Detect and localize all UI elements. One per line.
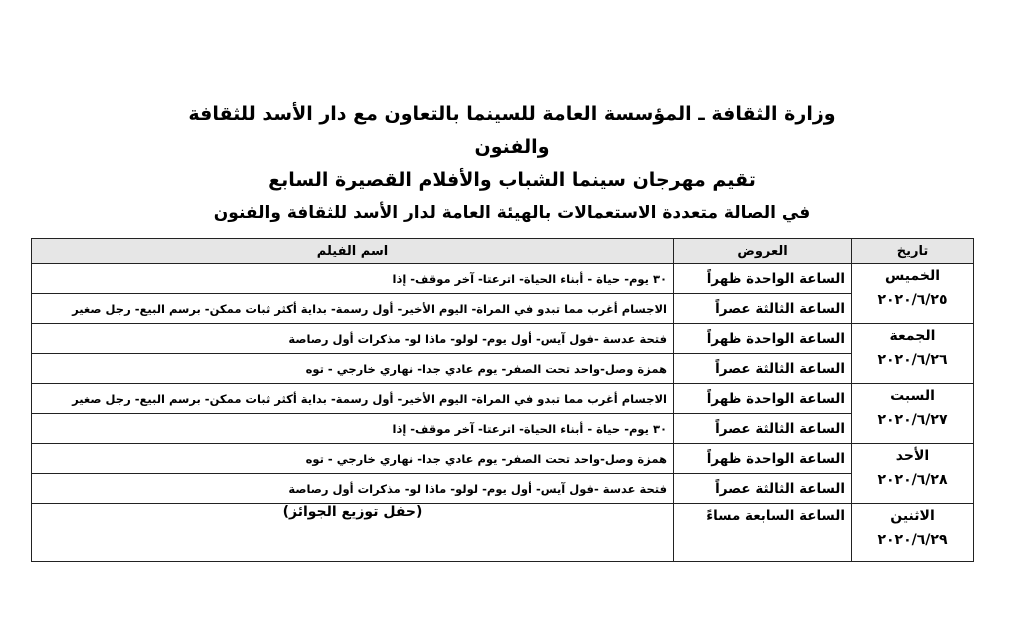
slot-cell: الساعة الواحدة ظهراً xyxy=(674,264,852,294)
slot-cell: الساعة السابعة مساءً xyxy=(674,504,852,562)
table-row xyxy=(32,474,974,504)
header-date: تاريخ xyxy=(852,239,974,264)
day-name: السبت xyxy=(890,388,935,404)
day-date: ٢٠٢٠/٦/٢٥ xyxy=(877,292,948,308)
film-cell: الاجسام أغرب مما تبدو في المراة- اليوم الأخير- أول رسمة- بداية أكثر ثبات ممكن- برسم البيع- رجل صغير xyxy=(32,384,674,414)
film-cell: ٣٠ يوم- حياة - أبناء الحياة- اترعتا- آخر موقف- إذا xyxy=(32,264,674,294)
day-name: الجمعة xyxy=(889,328,936,344)
header-film: اسم الفيلم xyxy=(32,239,674,264)
slot-cell: الساعة الواحدة ظهراً xyxy=(674,384,852,414)
day-cell xyxy=(852,444,974,504)
header-line-2: تقيم مهرجان سينما الشباب والأفلام القصيرة السابع xyxy=(268,169,756,191)
table-row xyxy=(32,504,974,562)
film-cell: فتحة عدسة -فول آيس- أول يوم- لولو- ماذا لو- مذكرات أول رصاصة xyxy=(32,474,674,504)
slot-cell: الساعة الواحدة ظهراً xyxy=(674,444,852,474)
day-cell xyxy=(852,504,974,562)
table-row xyxy=(32,294,974,324)
day-date: ٢٠٢٠/٦/٢٧ xyxy=(877,412,948,428)
day-date: ٢٠٢٠/٦/٢٨ xyxy=(877,472,948,488)
table-row xyxy=(32,264,974,294)
slot-cell: الساعة الثالثة عصراً xyxy=(674,354,852,384)
document-header xyxy=(150,98,874,230)
day-cell xyxy=(852,384,974,444)
slot-cell: الساعة الثالثة عصراً xyxy=(674,294,852,324)
table-row xyxy=(32,354,974,384)
film-cell: ٣٠ يوم- حياة - أبناء الحياة- اترعتا- آخر موقف- إذا xyxy=(32,414,674,444)
day-cell xyxy=(852,264,974,324)
day-date: ٢٠٢٠/٦/٢٩ xyxy=(877,532,948,548)
header-line-3: في الصالة متعددة الاستعمالات بالهيئة العامة لدار الأسد للثقافة والفنون xyxy=(213,203,811,223)
day-name: الاثنين xyxy=(890,508,935,524)
slot-cell: الساعة الواحدة ظهراً xyxy=(674,324,852,354)
table-row xyxy=(32,384,974,414)
table-header-row xyxy=(32,239,974,264)
schedule-table xyxy=(31,238,974,562)
header-line-1: وزارة الثقافة ـ المؤسسة العامة للسينما بالتعاون مع دار الأسد للثقافة والفنون xyxy=(188,103,836,158)
day-date: ٢٠٢٠/٦/٢٦ xyxy=(877,352,948,368)
header-show: العروض xyxy=(674,239,852,264)
table-row xyxy=(32,324,974,354)
day-cell xyxy=(852,324,974,384)
slot-cell: الساعة الثالثة عصراً xyxy=(674,474,852,504)
film-cell: همزة وصل-واحد تحت الصفر- يوم عادي جدا- نهاري خارجي - توه xyxy=(32,444,674,474)
day-name: الخميس xyxy=(884,268,941,284)
award-ceremony-cell: (حفل توزيع الجوائز) xyxy=(32,504,674,562)
film-cell: فتحة عدسة -فول آيس- أول يوم- لولو- ماذا لو- مذكرات أول رصاصة xyxy=(32,324,674,354)
day-name: الأحد xyxy=(895,448,930,464)
film-cell: الاجسام أغرب مما تبدو في المراة- اليوم الأخير- أول رسمة- بداية أكثر ثبات ممكن- برسم البيع- رجل صغير xyxy=(32,294,674,324)
table-row xyxy=(32,444,974,474)
film-cell: همزة وصل-واحد تحت الصفر- يوم عادي جدا- نهاري خارجي - توه xyxy=(32,354,674,384)
table-row xyxy=(32,414,974,444)
slot-cell: الساعة الثالثة عصراً xyxy=(674,414,852,444)
